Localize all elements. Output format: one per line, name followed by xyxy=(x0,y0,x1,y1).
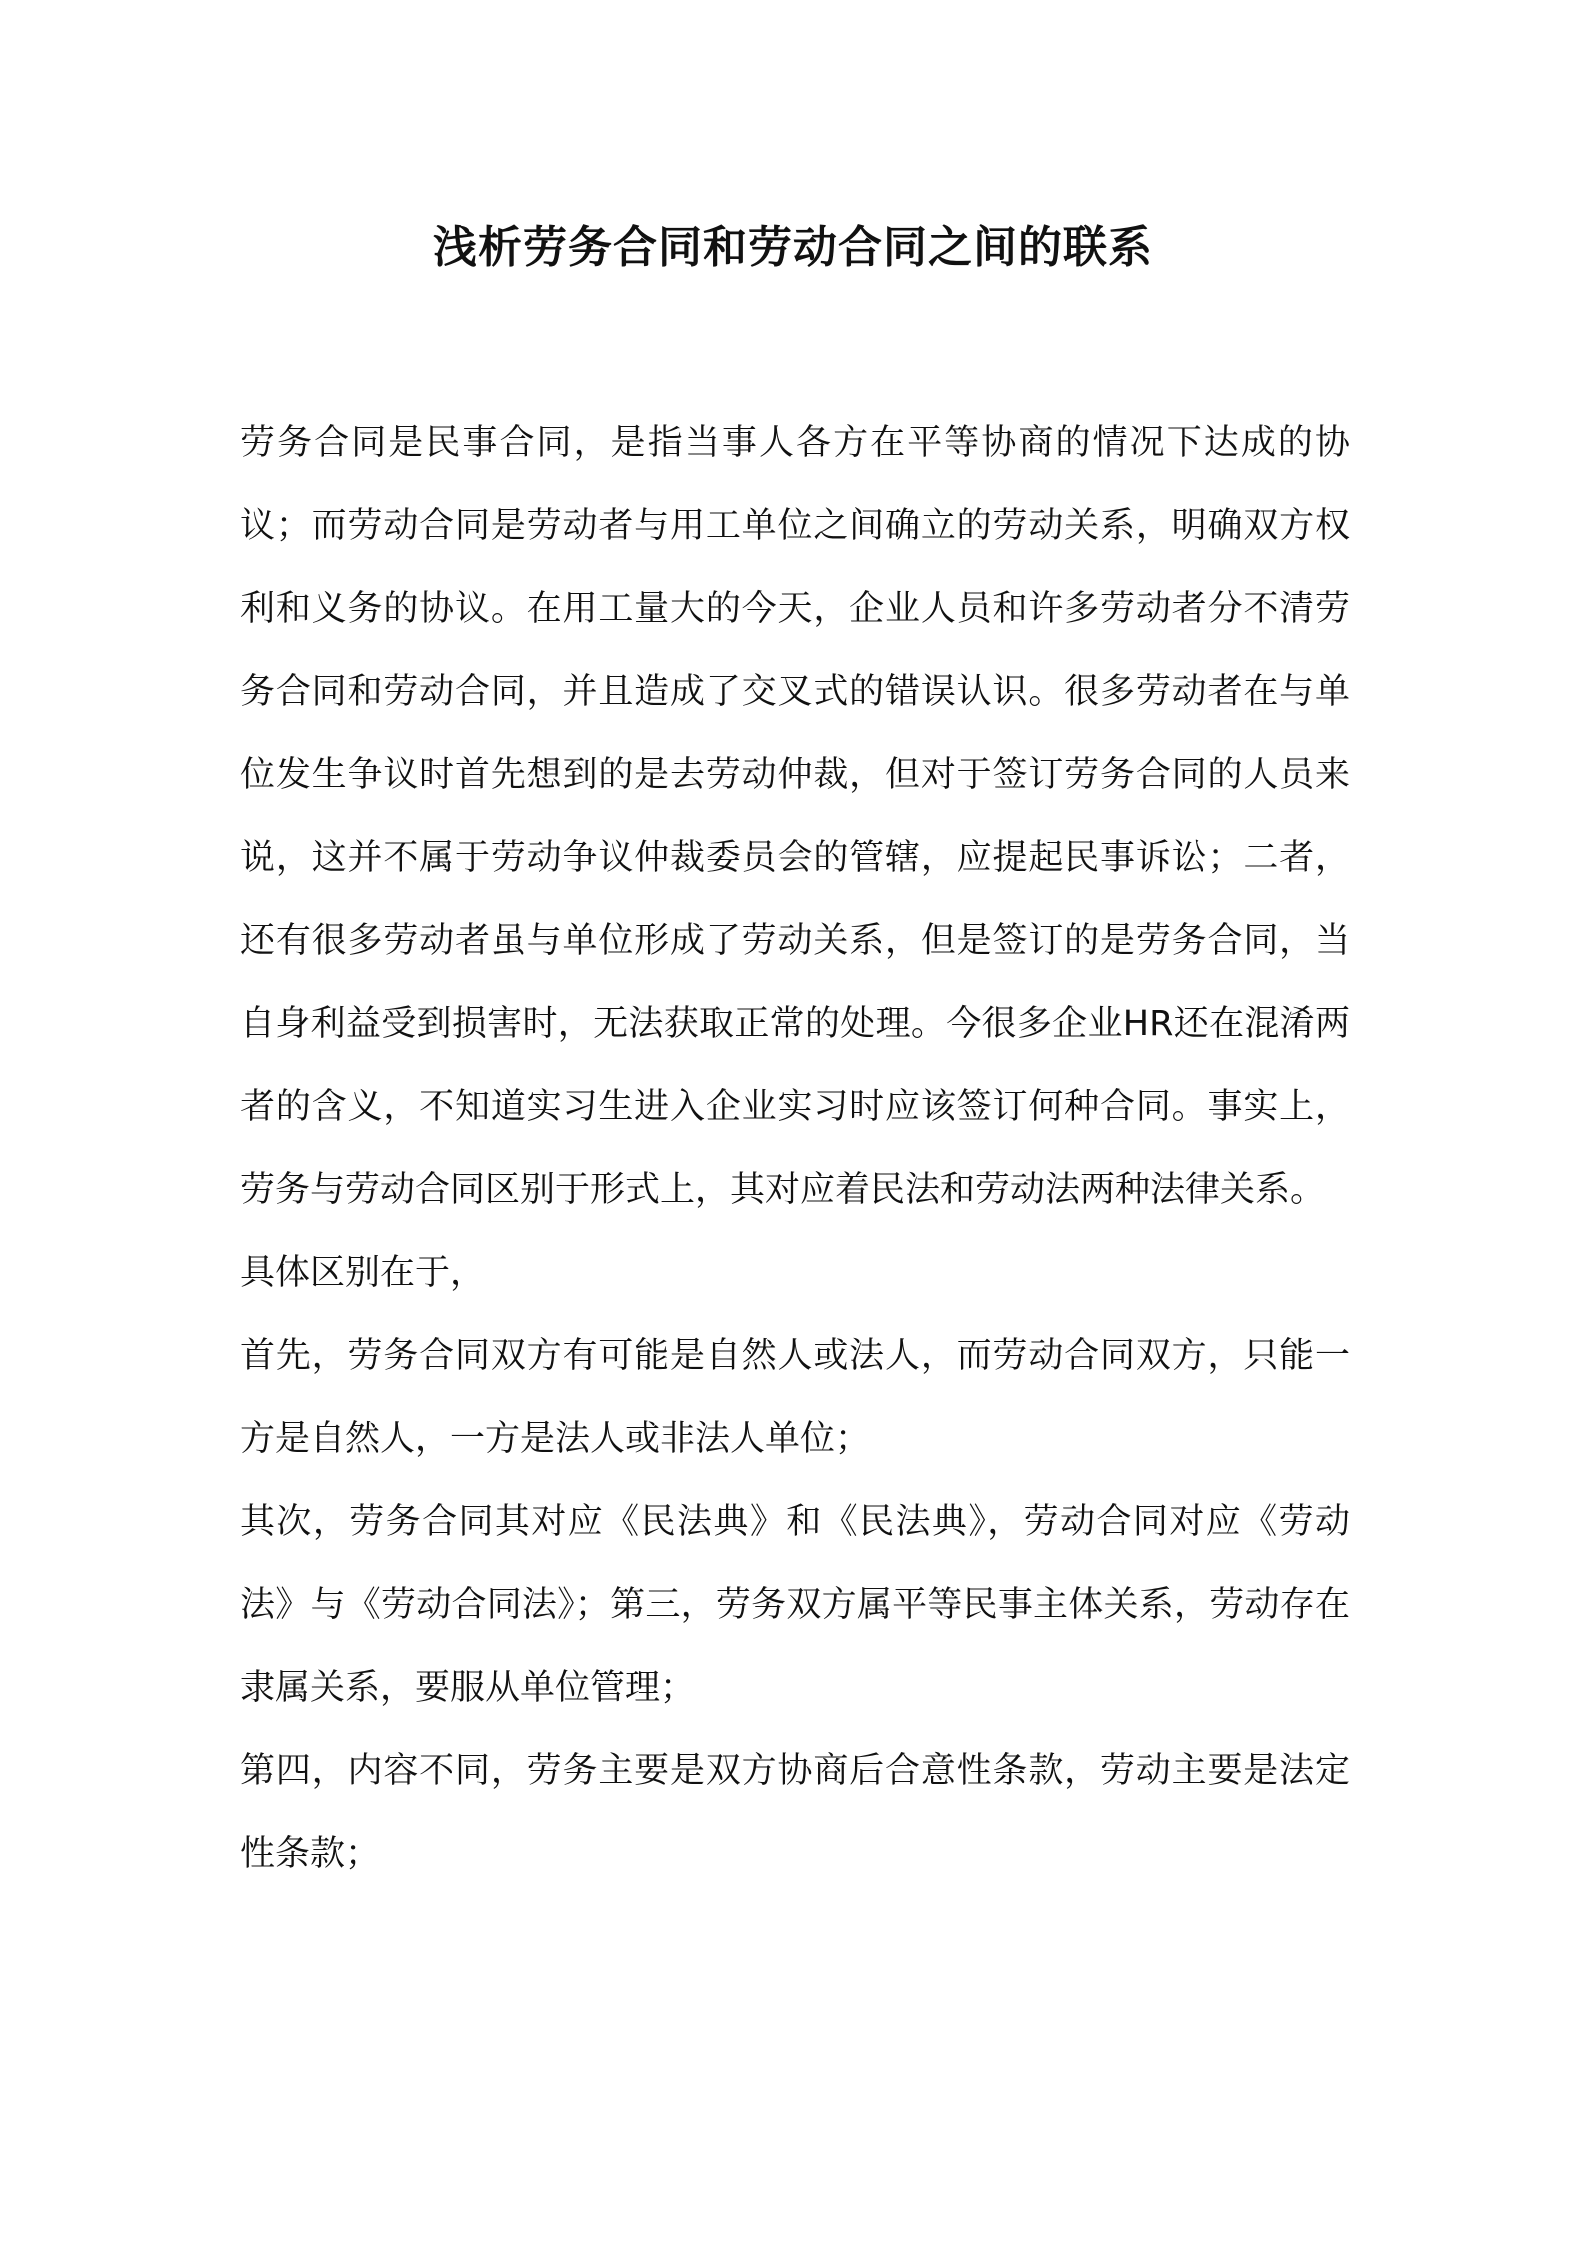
paragraph-fourth-lead: 第四， xyxy=(240,1751,348,1791)
paragraph-second-third-difference: 其次，劳务合同其对应《民法典》和《民法典》，劳动合同对应《劳动法》与《劳动合同法》；第三，劳务双方属平等民事主体关系，劳动存在隶属关系，要服从单位管理； xyxy=(240,1502,1350,1708)
document-title: 浅析劳务合同和劳动合同之间的联系 xyxy=(433,222,1153,273)
document-body xyxy=(240,402,1350,1896)
paragraph-intro: 劳务合同是民事合同，是指当事人各方在平等协商的情况下达成的协议；而劳动合同是劳动者与用工单位之间确立的劳动关系，明确双方权利和义务的协议。在用工量大的今天，企业人员和许多劳动者分不清劳务合同和劳动合同，并且造成了交叉式的错误认识。很多劳动者在与单位发生争议时首先想到的是去劳动仲裁，但对于签订劳务合同的人员来说，这并不属于劳动争议仲裁委员会的管辖，应提起民事诉讼；二者，还有很多劳动者虽与单位形成了劳动关系，但是签订的是劳务合同，当自身利益受到损害时，无法获取正常的处理。今很多企业HR还在混淆两者的含义，不知道实习生进入企业实习时应该签订何种合同。事实上，劳务与劳动合同区别于形式上，其对应着民法和劳动法两种法律关系。 xyxy=(240,423,1350,1210)
paragraph-specific-differences: 具体区别在于， xyxy=(240,1253,486,1293)
paragraph-fourth-difference xyxy=(240,1730,1350,1896)
paragraph-fourth-text: 内容不同，劳务主要是双方协商后合意性条款，劳动主要是法定性条款； xyxy=(240,1751,1350,1874)
paragraph-first-difference: 首先，劳务合同双方有可能是自然人或法人，而劳动合同双方，只能一方是自然人，一方是法人或非法人单位； xyxy=(240,1336,1350,1459)
